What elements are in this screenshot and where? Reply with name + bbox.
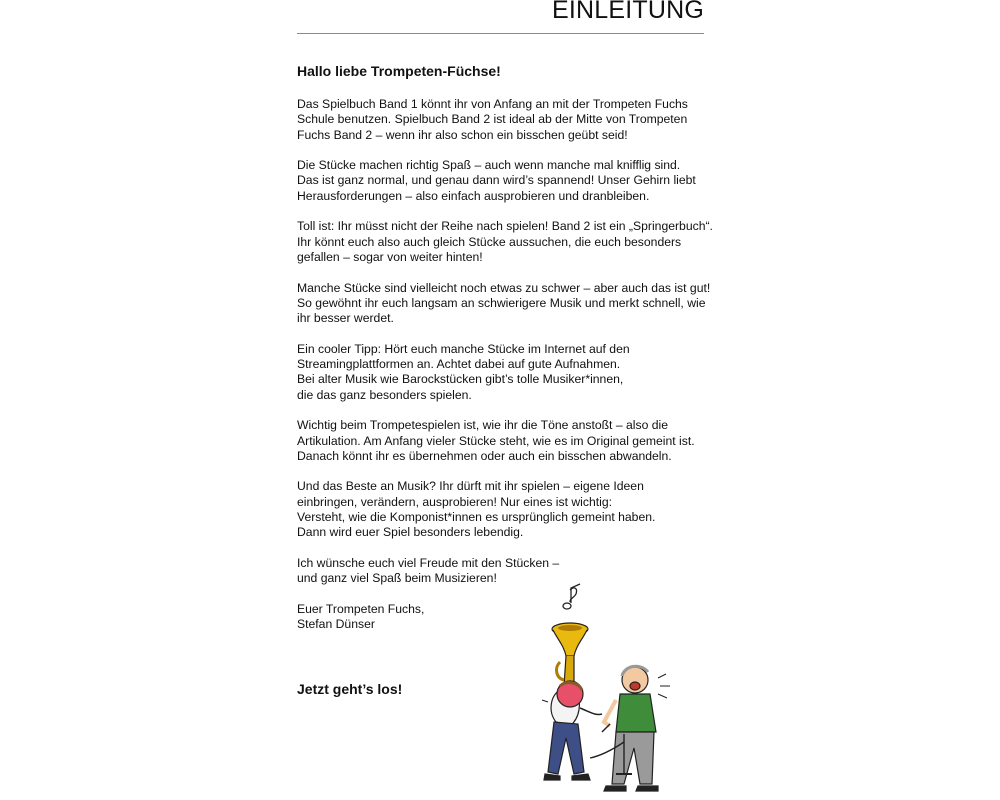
text-line: Das ist ganz normal, und genau dann wird’s spannend! Unser Gehirn liebt — [297, 173, 696, 188]
text-line: Fuchs Band 2 – wenn ihr also schon ein bisschen geübt seid! — [297, 127, 628, 142]
greeting-heading: Hallo liebe Trompeten-Füchse! — [297, 63, 501, 79]
text-line: Toll ist: Ihr müsst nicht der Reihe nach spielen! Band 2 ist ein „Springerbuch“. — [297, 219, 713, 234]
music-note-icon — [563, 584, 580, 609]
text-line: Ich wünsche euch viel Freude mit den Stücken – — [297, 555, 560, 570]
text-line: Ein cooler Tipp: Hört euch manche Stücke im Internet auf den — [297, 341, 630, 356]
text-line: Ihr könnt euch also auch gleich Stücke aussuchen, die euch besonders — [297, 234, 682, 249]
text-line: Herausforderungen – also einfach ausprobieren und dranbleiben. — [297, 188, 650, 203]
text-line: So gewöhnt ihr euch langsam an schwierigere Musik und merkt schnell, wie — [297, 295, 706, 310]
text-line: Stefan Dünser — [297, 617, 375, 632]
text-line: ihr besser werdet. — [297, 311, 394, 326]
text-line: gefallen – sogar von weiter hinten! — [297, 249, 483, 264]
closing-heading: Jetzt geht’s los! — [297, 681, 403, 697]
paragraph — [297, 158, 717, 204]
text-line: einbringen, verändern, ausprobieren! Nur eines ist wichtig: — [297, 494, 613, 509]
page-title: EINLEITUNG — [551, 0, 704, 24]
text-line: Und das Beste an Musik? Ihr dürft mit ihr spielen – eigene Ideen — [297, 479, 644, 494]
intro-body — [297, 97, 717, 648]
text-line: Artikulation. Am Anfang vieler Stücke steht, wie es im Original gemeint ist. — [297, 433, 695, 448]
paragraph — [297, 97, 717, 143]
text-line: die das ganz besonders spielen. — [297, 387, 472, 402]
text-line: Euer Trompeten Fuchs, — [297, 601, 425, 616]
text-line: Manche Stücke sind vielleicht noch etwas zu schwer – aber auch das ist gut! — [297, 280, 711, 295]
text-line: Versteht, wie die Komponist*innen es ursprünglich gemeint haben. — [297, 510, 656, 525]
paragraph — [297, 342, 717, 403]
title-divider — [297, 33, 704, 34]
paragraph — [297, 418, 717, 464]
cartoon-trumpet-players-illustration — [540, 582, 690, 797]
text-line: Dann wird euer Spiel besonders lebendig. — [297, 525, 524, 540]
trumpet-icon — [552, 623, 588, 686]
text-line: und ganz viel Spaß beim Musizieren! — [297, 571, 497, 586]
trumpet-player-left — [544, 681, 602, 780]
trumpet-player-right — [604, 666, 658, 791]
paragraph — [297, 479, 717, 540]
text-line: Bei alter Musik wie Barockstücken gibt’s tolle Musiker*innen, — [297, 372, 624, 387]
text-line: Danach könnt ihr es übernehmen oder auch ein bisschen abwandeln. — [297, 448, 672, 463]
text-line: Wichtig beim Trompetespielen ist, wie ihr die Töne anstoßt – also die — [297, 418, 668, 433]
paragraph — [297, 219, 717, 265]
text-line: Die Stücke machen richtig Spaß – auch wenn manche mal knifflig sind. — [297, 158, 681, 173]
text-line: Das Spielbuch Band 1 könnt ihr von Anfang an mit der Trompeten Fuchs — [297, 97, 688, 111]
text-line: Streamingplattformen an. Achtet dabei auf gute Aufnahmen. — [297, 357, 621, 372]
paragraph — [297, 281, 717, 327]
text-line: Schule benutzen. Spielbuch Band 2 ist ideal ab der Mitte von Trompeten — [297, 112, 688, 127]
